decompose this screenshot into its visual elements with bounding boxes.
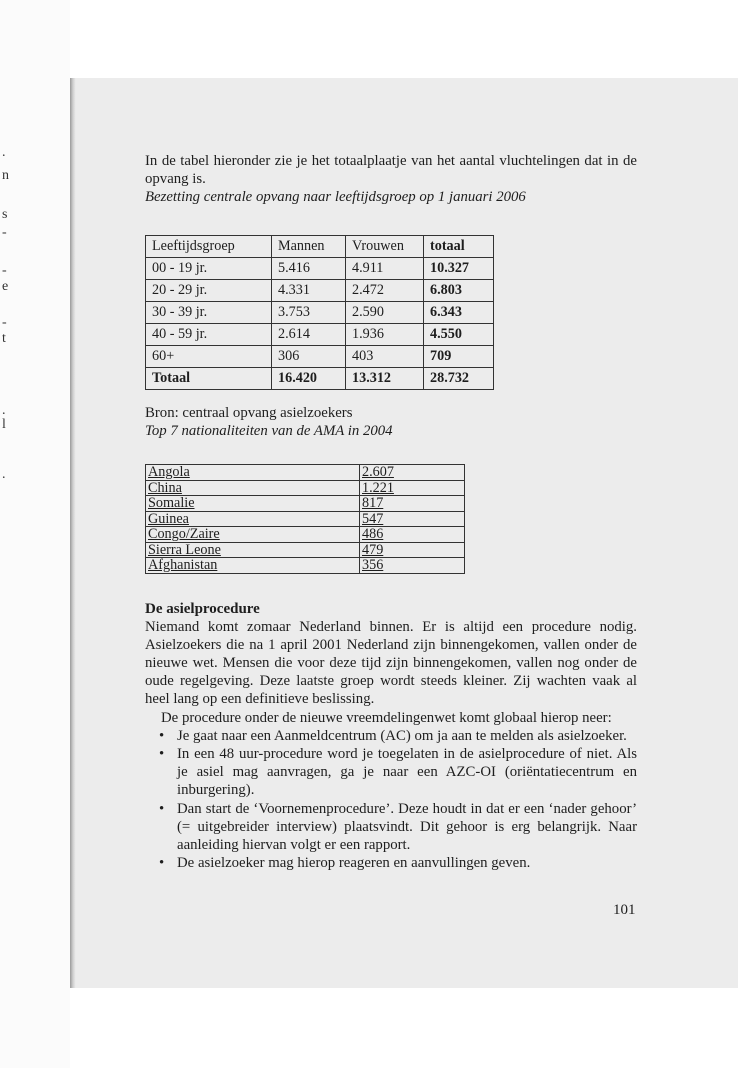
table1-source: Bron: centraal opvang asielzoekers [145,404,353,421]
table-cell: 30 - 39 jr. [146,301,272,323]
table-cell: 709 [424,345,494,367]
table-cell: 4.911 [346,257,424,279]
table-cell: 2.607 [360,465,465,481]
table-cell: 1.221 [360,480,465,496]
margin-fragment: - [2,225,7,240]
column-header: totaal [424,235,494,257]
margin-fragment: n [2,168,9,183]
column-header: Vrouwen [346,235,424,257]
list-item: • Je gaat naar een Aanmeldcentrum (AC) om ja aan te melden als asielzoeker. [177,727,637,745]
table-cell: Guinea [146,511,360,527]
nationalities-table [145,464,465,574]
table-cell: 10.327 [424,257,494,279]
margin-fragment: - [2,263,7,278]
margin-fragment: - [2,315,7,330]
table-header-row [146,235,494,257]
table-cell: 547 [360,511,465,527]
list-item: • Dan start de ‘Voornemenprocedure’. Deze houdt in dat er een ‘nader gehoor’ (= uitgebreider interview) plaatsvindt. Dit gehoor is erg belangrijk. Naar aanleiding hiervan volgt er een rapport. [177,800,637,855]
list-item: • In een 48 uur-procedure word je toegelaten in de asielprocedure of niet. Als je asiel mag aanvragen, ga je naar een AZC-OI (oriëntatiecentrum en inburgering). [177,745,637,800]
table-cell: 4.550 [424,323,494,345]
table-cell: 28.732 [424,367,494,389]
section-heading: De asielprocedure [145,600,260,617]
table-cell: 479 [360,542,465,558]
table1-caption: Bezetting centrale opvang naar leeftijdsgroep op 1 januari 2006 [145,189,526,206]
table-row [146,323,494,345]
table-cell: 6.343 [424,301,494,323]
table-cell: 306 [272,345,346,367]
table-cell: 60+ [146,345,272,367]
section-paragraph: Niemand komt zomaar Nederland binnen. Er is altijd een procedure nodig. Asielzoekers die na 1 april 2001 Nederland zijn binnengekomen, vallen onder de nieuwe wet. Mensen die voor deze tijd zijn binnengekomen, vallen nog onder de oude regelgeving. Deze laatste groep wordt steeds kleiner. Zij wachten vaak al heel lang op een definitieve beslissing. [145,618,637,708]
table-row [146,279,494,301]
table-cell: China [146,480,360,496]
table-cell: 403 [346,345,424,367]
page-content [145,152,637,872]
table-cell: Totaal [146,367,272,389]
table-cell: 2.472 [346,279,424,301]
table-row [146,558,465,574]
margin-fragment: . [2,403,6,418]
table-cell: 486 [360,527,465,543]
column-header: Leeftijdsgroep [146,235,272,257]
table-cell: 2.614 [272,323,346,345]
table-cell: Congo/Zaire [146,527,360,543]
table-row [146,480,465,496]
margin-fragment: . [2,145,6,160]
table-row [146,465,465,481]
column-header: Mannen [272,235,346,257]
table-cell: Sierra Leone [146,542,360,558]
table-cell: Angola [146,465,360,481]
table-cell: 2.590 [346,301,424,323]
table2-caption: Top 7 nationaliteiten van de AMA in 2004 [145,422,393,439]
table-cell: 16.420 [272,367,346,389]
table-cell: Somalie [146,496,360,512]
margin-fragment: l [2,417,6,432]
table-cell: 3.753 [272,301,346,323]
table-cell: 40 - 59 jr. [146,323,272,345]
margin-fragment: e [2,279,9,294]
table-cell: 00 - 19 jr. [146,257,272,279]
table-total-row [146,367,494,389]
table-row [146,301,494,323]
table-row [146,527,465,543]
table-cell: 1.936 [346,323,424,345]
table-cell: 5.416 [272,257,346,279]
table-cell: Afghanistan [146,558,360,574]
page-number: 101 [613,902,636,918]
procedure-list [145,727,637,873]
table-cell: 13.312 [346,367,424,389]
table-row [146,496,465,512]
table-cell: 20 - 29 jr. [146,279,272,301]
table-row [146,257,494,279]
table-row [146,542,465,558]
table-row [146,345,494,367]
age-group-table [145,235,494,390]
section-lead: De procedure onder de nieuwe vreemdelingenwet komt globaal hierop neer: [161,709,612,726]
table-cell: 6.803 [424,279,494,301]
margin-fragment: . [2,467,6,482]
margin-fragment: t [2,331,6,346]
table-cell: 817 [360,496,465,512]
margin-fragment: s [2,207,8,222]
table-cell: 356 [360,558,465,574]
table-cell: 4.331 [272,279,346,301]
table-row [146,511,465,527]
intro-paragraph: In de tabel hieronder zie je het totaalplaatje van het aantal vluchtelingen dat in de opvang is. [145,153,637,188]
facing-page [0,0,70,1068]
list-item: • De asielzoeker mag hierop reageren en aanvullingen geven. [177,854,637,872]
